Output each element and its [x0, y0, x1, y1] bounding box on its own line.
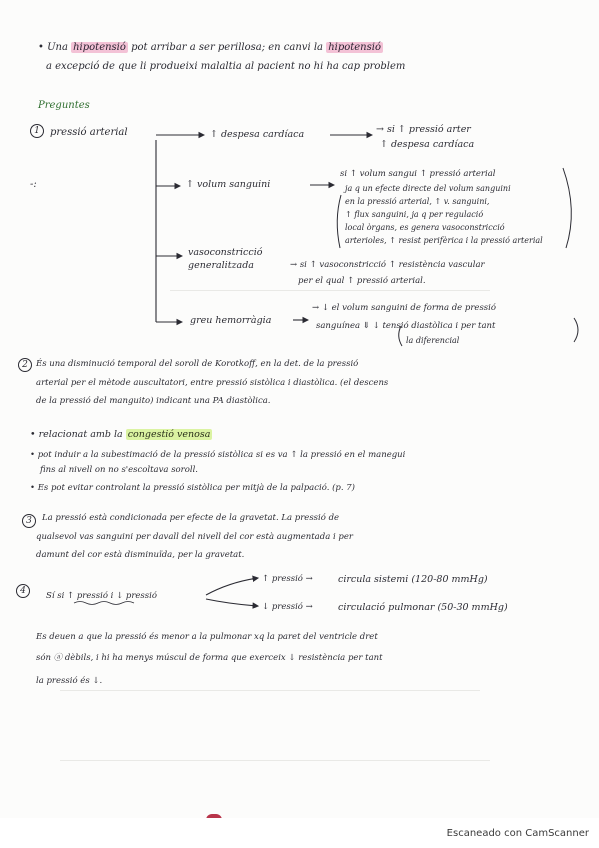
bleed-through-line: [170, 290, 490, 291]
q2-line: de la pressió del manguito) indicant una PA diastòlica.: [36, 396, 271, 406]
highlight-term: hipotensió: [328, 42, 381, 53]
q1-branch2-result: ja q un efecte directe del volum sanguini: [345, 184, 511, 193]
squiggle: [74, 602, 134, 605]
bracket-right: [563, 168, 571, 248]
q3-line: qualsevol vas sanguini per davall del nivell del cor està augmentada i per: [36, 532, 353, 542]
section-heading: Preguntes: [38, 100, 90, 111]
q2-bullet-text: pot induir a la subestimació de la pressió sistòlica si es va ↑ la pressió en el manegui: [37, 450, 406, 460]
q4-line: són ⓐ dèbils, i hi ha menys múscul de forma que exerceix ↓ resistència per tant: [36, 653, 383, 663]
q1-branch1-label: ↑ despesa cardíaca: [210, 129, 305, 140]
q2-bullet-text: Es pot evitar controlant la pressió sistòlica per mitjà de la palpació. (p. 7): [37, 483, 355, 493]
intro-line2: a excepció de que li produeixi malaltia al pacient no hi ha cap problem: [46, 61, 406, 72]
bleed-through-line: [60, 690, 480, 691]
scanner-footer: [0, 818, 599, 848]
q1-branch2-result: en la pressió arterial, ↑ v. sanguini,: [345, 197, 490, 206]
q1-branch4-result: la diferencial: [406, 336, 460, 345]
q1-branch2-label: ↑ volum sanguini: [186, 179, 271, 190]
q2-bullet: • Es pot evitar controlant la pressió sistòlica per mitjà de la palpació. (p. 7): [30, 483, 355, 493]
q1-branch1-result: → si ↑ pressió arter: [376, 124, 471, 135]
q1-branch1-result: ↑ despesa cardíaca: [380, 139, 475, 150]
q1-branch4-result: → ↓ el volum sanguini de forma de pressió: [312, 303, 497, 313]
question-number: 2: [18, 358, 32, 372]
scanner-watermark: Escaneado con CamScanner: [446, 828, 589, 839]
q4-up-label: ↑ pressió →: [262, 574, 313, 584]
intro-line1: • Una hipotensió pot arribar a ser perillosa; en canvi la hipotensió: [38, 42, 381, 53]
q2-bullet: • pot induir a la subestimació de la pressió sistòlica si es va ↑ la pressió en el manegui: [30, 450, 406, 460]
arrow-q4-down: [206, 599, 258, 606]
intro-text: pot arribar a ser perillosa; en canvi la: [131, 42, 323, 53]
q2-bullet-text: relacionat amb la: [38, 429, 123, 440]
q1-branch3-result: → si ↑ vasoconstricció ↑ resistència vascular: [290, 260, 485, 270]
bracket-b4-right: [574, 318, 578, 342]
bleed-through-line: [60, 760, 490, 761]
q1-branch4-result: sanguínea ⇓ ↓ tensió diastòlica i per tant: [316, 321, 496, 331]
bracket-left: [337, 195, 341, 248]
q2-line: És una disminució temporal del soroll de Korotkoff, en la det. de la pressió: [36, 359, 359, 369]
question-number: 4: [16, 584, 30, 598]
q4-down-label: ↓ pressió →: [262, 602, 313, 612]
q2-line: arterial per el mètode auscultatori, entre pressió sistòlica i diastòlica. (el descens: [36, 378, 389, 388]
arrow-q4-up: [206, 578, 258, 595]
q1-branch4-label: greu hemorràgia: [190, 315, 272, 326]
q1-branch2-result: ↑ flux sanguini, ja q per regulació: [345, 210, 484, 219]
highlight-term: hipotensió: [73, 42, 126, 53]
question-number: 3: [22, 514, 36, 528]
q4-up-text: circula sistemi (120-80 mmHg): [338, 574, 488, 585]
question-number: 1: [30, 124, 44, 138]
q4-line: Es deuen a que la pressió és menor a la pulmonar xq la paret del ventricle dret: [36, 632, 378, 642]
q2-bullet-cont: fins al nivell on no s'escoltava soroll.: [40, 465, 198, 475]
q1-branch3-label: generalitzada: [188, 260, 254, 271]
q1-root-label: pressió arterial: [50, 127, 128, 138]
q3-line: La pressió està condicionada per efecte de la gravetat. La pressió de: [42, 513, 340, 523]
q3-line: damunt del cor està disminuïda, per la gravetat.: [36, 550, 245, 560]
highlight-term: congestió venosa: [127, 429, 211, 440]
q1-branch3-label: vasoconstricció: [188, 247, 263, 258]
q1-branch3-result: per el qual ↑ pressió arterial.: [298, 276, 426, 286]
q4-down-text: circulació pulmonar (50-30 mmHg): [338, 602, 508, 613]
q4-line: la pressió és ↓.: [36, 676, 103, 686]
q2-bullet: • relacionat amb la congestió venosa: [30, 429, 211, 440]
intro-word: Una: [47, 42, 68, 53]
q1-branch2-result: local òrgans, es genera vasoconstricció: [345, 223, 505, 232]
q4-root: Sí si ↑ pressió i ↓ pressió: [46, 591, 157, 601]
dash-mark: -:: [30, 179, 37, 190]
q1-branch2-result: arterioles, ↑ resist perifèrica i la pressió arterial: [345, 236, 543, 245]
q1-branch2-result: si ↑ volum sangui ↑ pressió arterial: [340, 169, 496, 179]
